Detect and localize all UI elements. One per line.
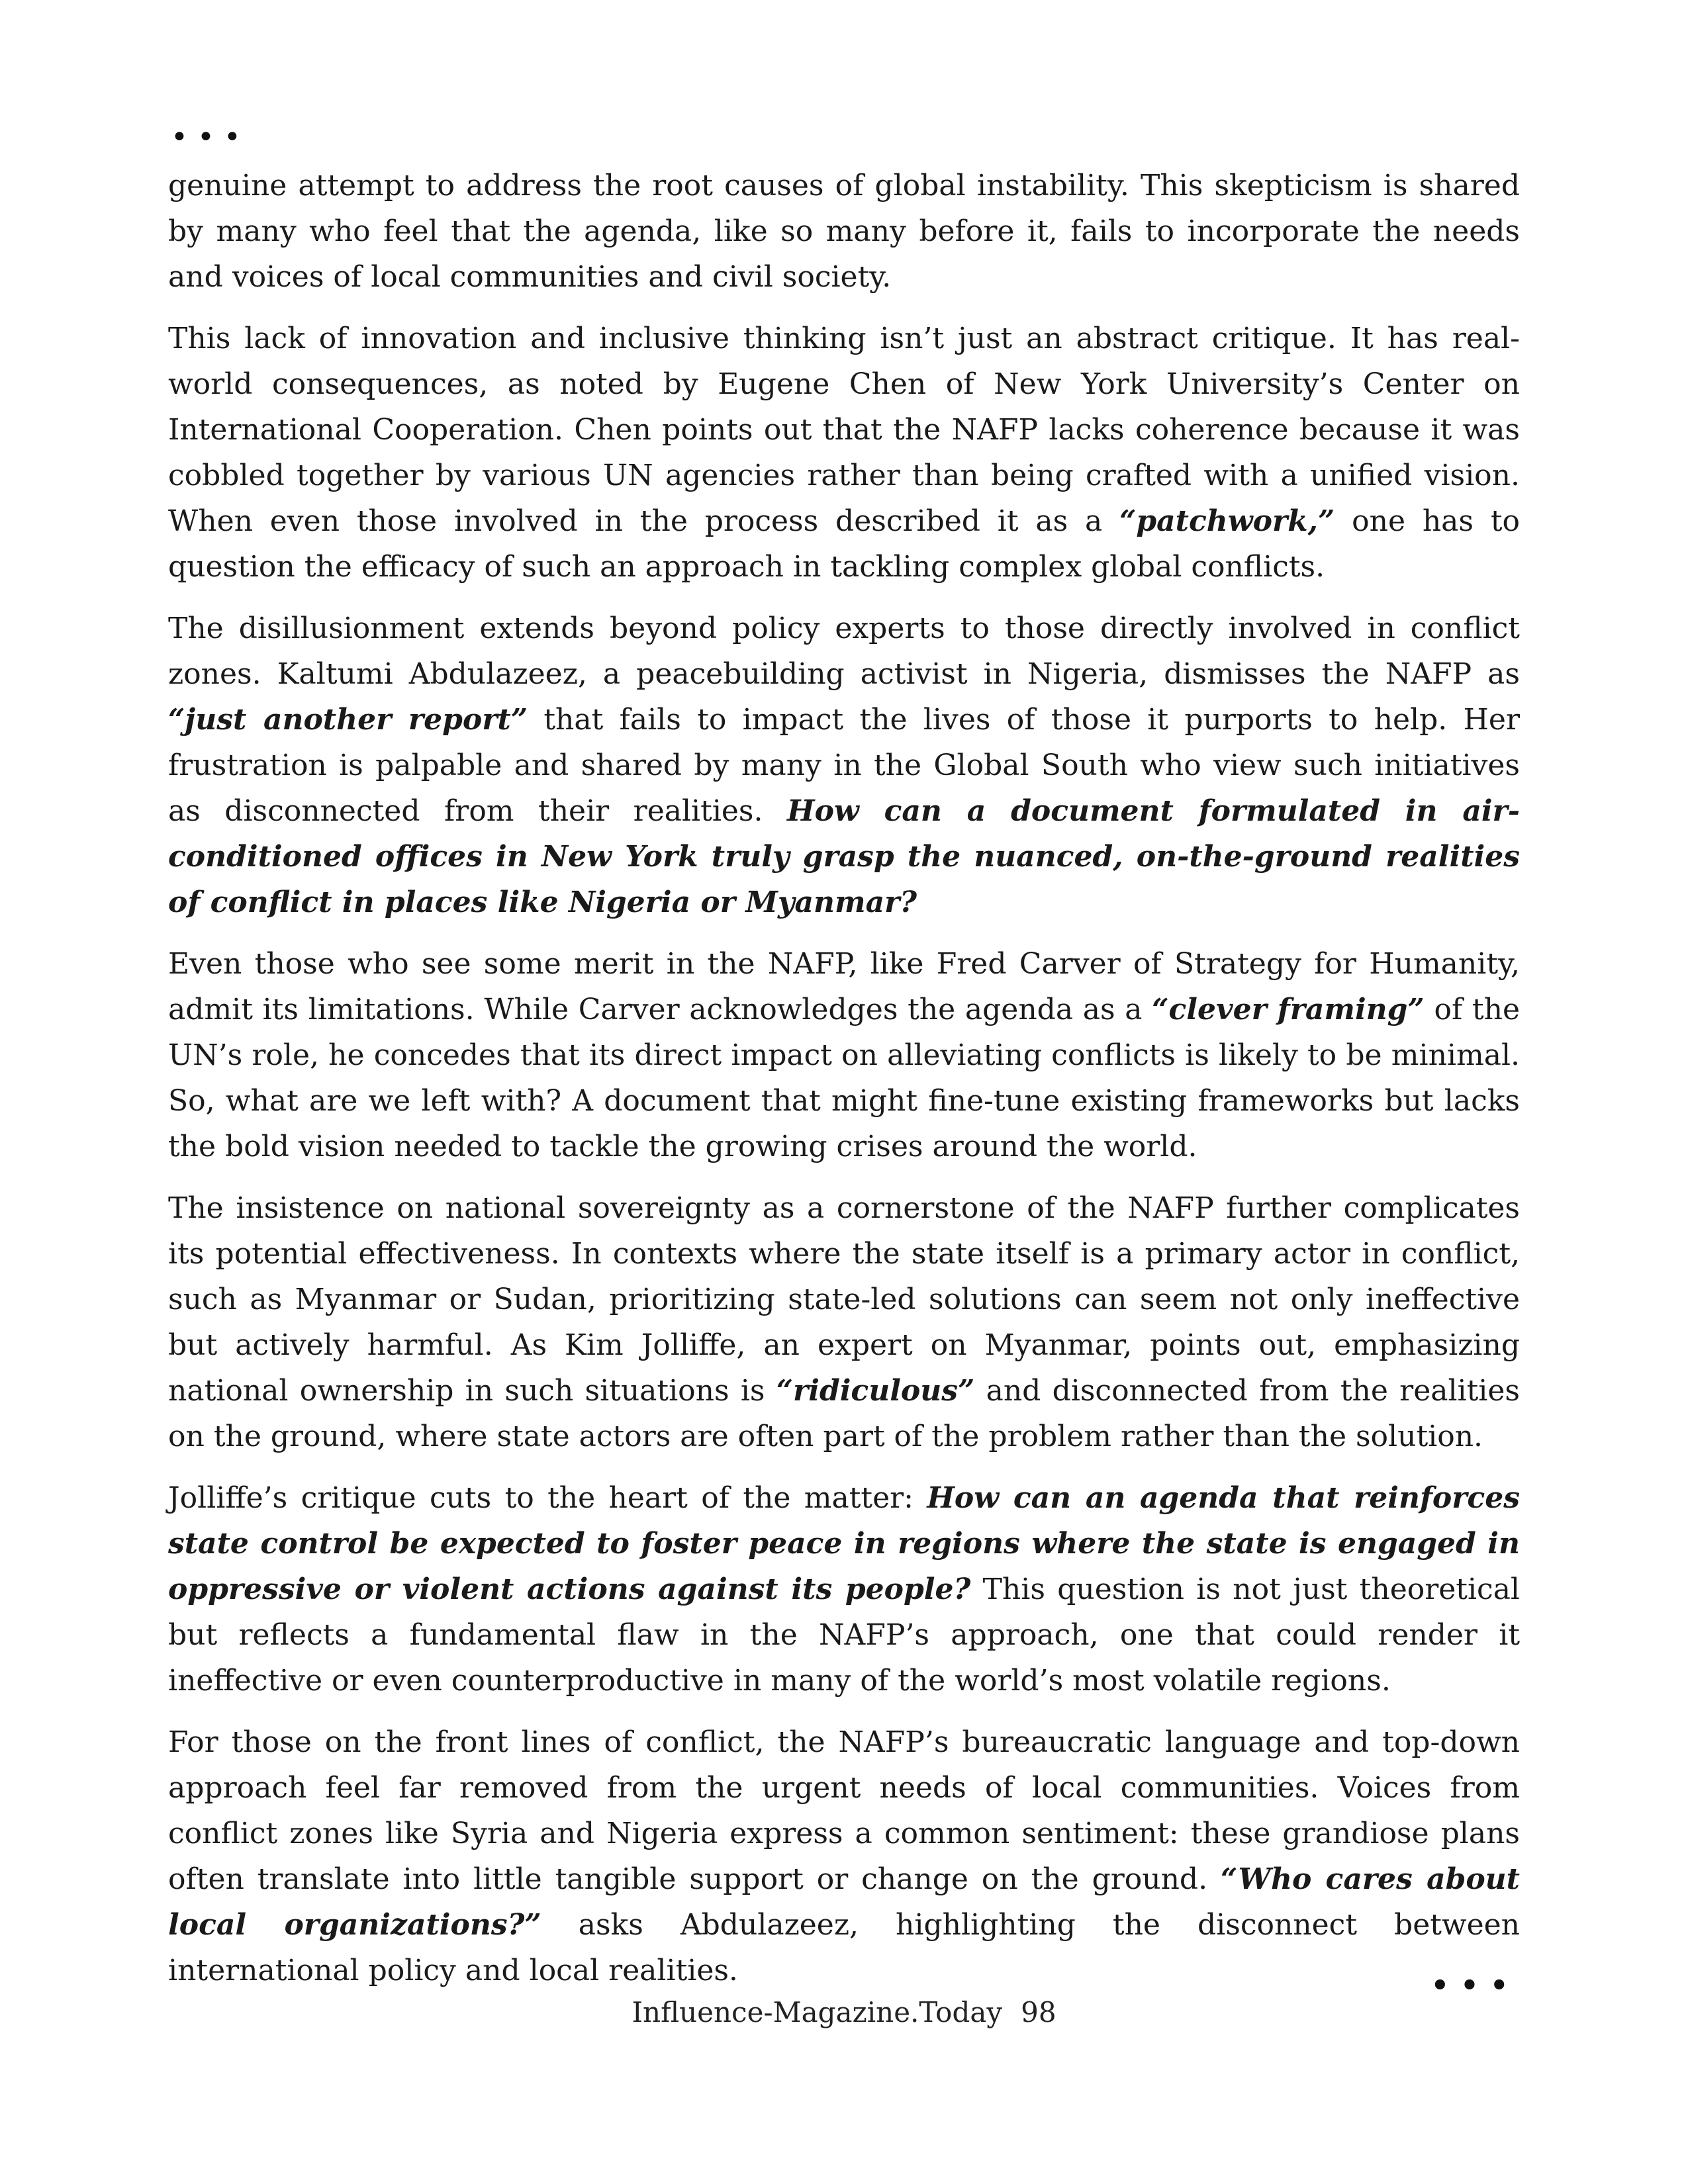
paragraph [168,1475,1520,1704]
paragraph [168,1185,1520,1459]
emphasized-quote: “Who cares about local organizations?” [168,1862,1521,1942]
emphasized-question: How can a document formulated in air-conditioned offices in New York truly grasp the nuanced, on-the-ground realities of conflict in places like Nigeria or Myanmar? [168,794,1521,919]
emphasized-quote: “clever framing” [1152,993,1425,1026]
paragraph [168,941,1520,1169]
continuation-dots-top: ••• [171,120,250,154]
emphasized-quote: “just another report” [168,703,528,737]
text-segment: of the UN’s role, he concedes that its direct impact on alleviating conflicts is likely to be minimal. So, what are we left with? A document that might fine-tune existing frameworks but lacks the bold vision needed to tackle the growing crises around the world. [168,993,1520,1163]
emphasized-quote: “ridiculous” [776,1374,975,1408]
text-segment: For those on the front lines of conflict, the NAFP’s bureaucratic language and top-down approach feel far removed from the urgent needs of local communities. Voices from conflict zones like Syria and Nigeria express a common sentiment: these grandiose plans often translate into little tangible support or change on the ground. [168,1725,1520,1896]
text-segment: genuine attempt to address the root causes of global instability. This skepticism is shared by many who feel that the agenda, like so many before it, fails to incorporate the needs and voices of local communities and civil society. [168,169,1520,294]
text-segment: This lack of innovation and inclusive thinking isn’t just an abstract critique. It has real-world consequences, as noted by Eugene Chen of New York University’s Center on International Cooperation. Chen points out that the NAFP lacks coherence because it was cobbled together by various UN agencies rather than being crafted with a unified vision. When even those involved in the process described it as a [168,322,1520,538]
text-segment: and disconnected from the realities on the ground, where state actors are often part of the problem rather than the solution. [168,1374,1520,1453]
paragraph [168,606,1520,925]
text-segment: The insistence on national sovereignty as a cornerstone of the NAFP further complicates its potential effectiveness. In contexts where the state itself is a primary actor in conflict, such as Myanmar or Sudan, prioritizing state-led solutions can seem not only ineffective but actively harmful. As Kim Jolliffe, an expert on Myanmar, points out, emphasizing national ownership in such situations is [168,1191,1520,1408]
publication-name: Influence-Magazine.Today [632,1996,1003,2028]
emphasized-question: How can an agenda that reinforces state control be expected to foster peace in regions where the state is engaged in oppressive or violent actions against its people? [168,1481,1520,1606]
continuation-dots-bottom: ••• [1430,1966,1519,2006]
text-segment: Jolliffe’s critique cuts to the heart of the matter: [168,1481,927,1515]
text-segment: that fails to impact the lives of those it purports to help. Her frustration is palpable and shared by many in the Global South who view such initiatives as disconnected from their realities. [168,703,1520,828]
page-number: 98 [1021,1996,1056,2028]
article-body [168,163,1520,2009]
text-segment: asks Abdulazeez, highlighting the disconnect between international policy and local realities. [168,1908,1521,1987]
page-footer [0,1996,1688,2028]
emphasized-quote: “patchwork,” [1119,504,1335,538]
paragraph [168,316,1520,590]
paragraph [168,163,1520,300]
text-segment: Even those who see some merit in the NAFP, like Fred Carver of Strategy for Humanity, admit its limitations. While Carver acknowledges the agenda as a [168,947,1520,1026]
text-segment: one has to question the efficacy of such an approach in tackling complex global conflicts. [168,504,1520,584]
text-segment: This question is not just theoretical but reflects a fundamental flaw in the NAFP’s approach, one that could render it ineffective or even counterproductive in many of the world’s most volatile regions. [168,1572,1520,1698]
paragraph [168,1719,1520,1993]
text-segment: The disillusionment extends beyond policy experts to those directly involved in conflict zones. Kaltumi Abdulazeez, a peacebuilding activist in Nigeria, dismisses the NAFP as [168,612,1520,691]
